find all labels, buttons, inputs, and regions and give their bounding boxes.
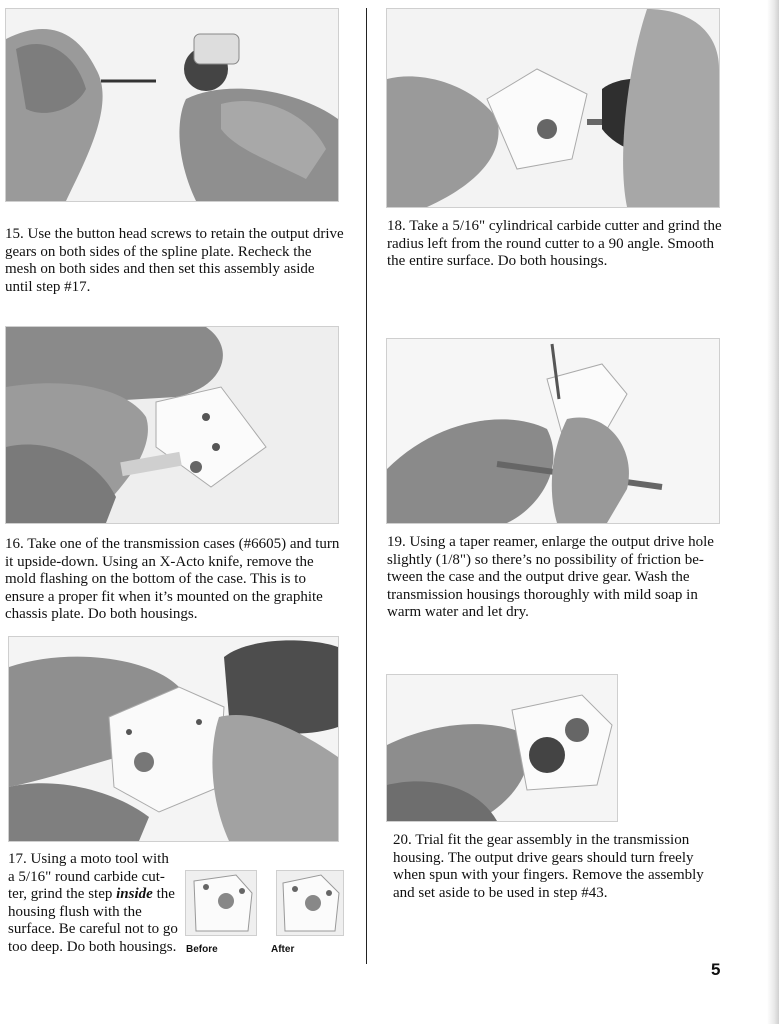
column-divider bbox=[366, 8, 367, 964]
caption-step-15: 15. Use the button head screws to retain the output drive gears on both sides of the spline plate. Recheck the mesh on both sides and then set this assembly aside until step #17. bbox=[5, 226, 344, 295]
photo-step-19 bbox=[386, 338, 720, 524]
caption-step-18: 18. Take a 5/16" cylindrical carbide cutter and grind the radius left from the round cutter to a 90 angle. Smooth the entire surface. Do both housings. bbox=[387, 218, 722, 269]
caption-step-17-after: the housing flush with the surface. Be careful not to go too deep. Do both housings. bbox=[8, 886, 178, 955]
photo-after bbox=[276, 870, 344, 936]
caption-step-16: 16. Take one of the transmission cases (#6605) and turn it upside-down. Using an X-Acto knife, remove the mold flashing on the bottom of the case. This is to ensure a proper fit when it’s mounted on the graphite chassis plate. Do both housings. bbox=[5, 536, 340, 622]
page-number: 5 bbox=[711, 960, 721, 979]
label-before: Before bbox=[186, 944, 218, 955]
photo-step-20 bbox=[386, 674, 618, 822]
caption-step-17-before: 17. Using a moto tool with a 5/16" round carbide cut-ter, grind the step bbox=[8, 851, 169, 902]
caption-step-17 bbox=[8, 851, 178, 956]
photo-step-16 bbox=[5, 326, 339, 524]
caption-step-17-emphasis: inside bbox=[116, 886, 153, 902]
label-after: After bbox=[271, 944, 295, 955]
page-edge-shadow bbox=[767, 0, 779, 1024]
photo-step-17 bbox=[8, 636, 339, 842]
photo-before bbox=[185, 870, 257, 936]
photo-step-15 bbox=[5, 8, 339, 202]
caption-step-20: 20. Trial fit the gear assembly in the transmission housing. The output drive gears should turn freely when spun with your fingers. Remove the assembly and set aside to be used in step #43. bbox=[393, 832, 704, 901]
caption-step-19: 19. Using a taper reamer, enlarge the output drive hole slightly (1/8") so there’s no possibility of friction be-tween the case and the output drive gear. Wash the transmission housings thoroughly with mild soap in warm water and let dry. bbox=[387, 534, 714, 620]
photo-step-18 bbox=[386, 8, 720, 208]
